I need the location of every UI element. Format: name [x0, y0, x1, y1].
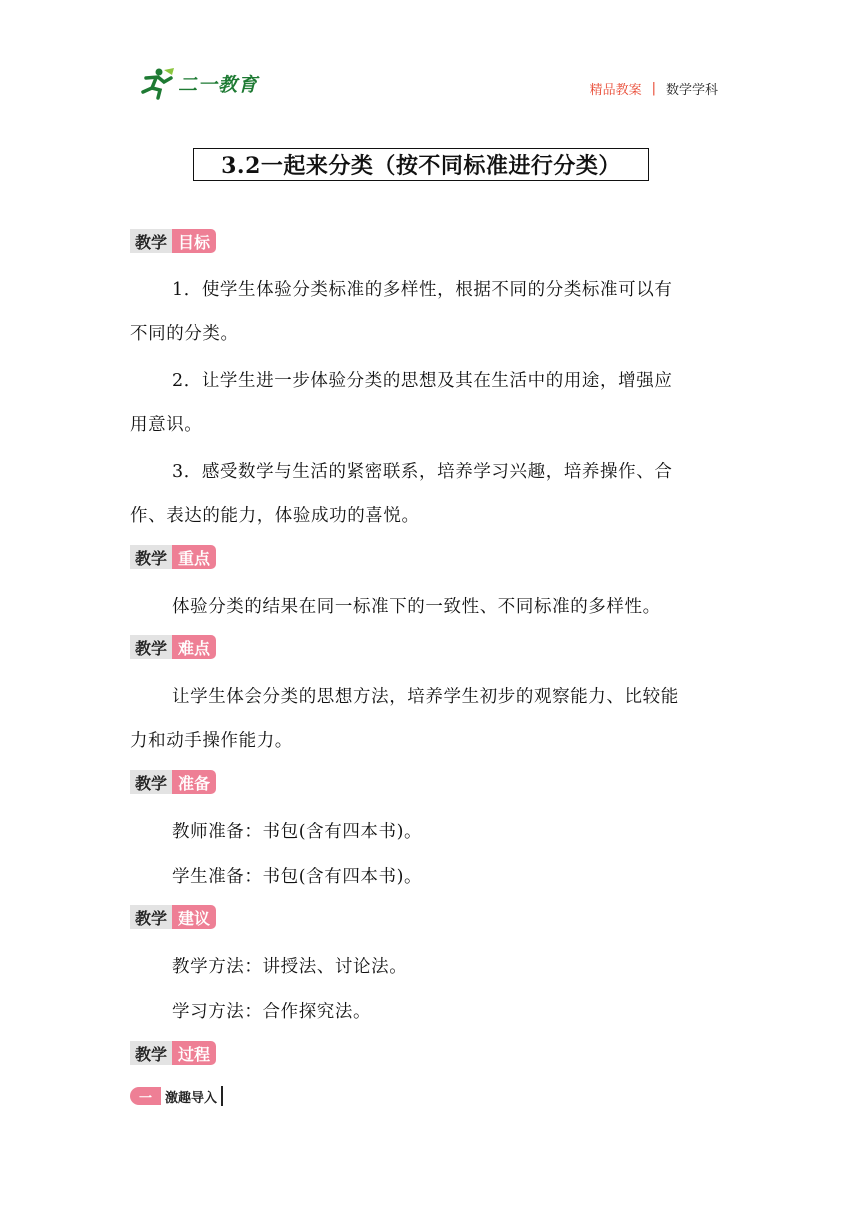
goal-line: 2．让学生进一步体验分类的思想及其在生活中的用途，增强应	[172, 371, 673, 391]
header-meta	[590, 79, 718, 98]
tag-right: 过程	[172, 1041, 216, 1065]
step-divider	[221, 1086, 223, 1106]
logo	[136, 66, 258, 100]
section-tag-difficulty	[130, 635, 216, 659]
goal-line: 3．感受数学与生活的紧密联系，培养学习兴趣，培养操作、合	[172, 462, 673, 482]
section-tag-goals	[130, 229, 216, 253]
section-tag-suggest	[130, 905, 216, 929]
suggest-line: 学习方法：合作探究法。	[172, 1002, 372, 1022]
header-separator: |	[651, 81, 656, 96]
prep-line: 教师准备：书包(含有四本书)。	[172, 822, 423, 842]
tag-right: 重点	[172, 545, 216, 569]
tag-left: 教学	[130, 635, 172, 659]
header-category: 精品教案	[589, 83, 642, 98]
tag-left: 教学	[130, 905, 172, 929]
tag-right: 建议	[172, 905, 216, 929]
logo-text: 二一教育	[178, 73, 259, 96]
tag-left: 教学	[130, 770, 172, 794]
prep-line: 学生准备：书包(含有四本书)。	[172, 867, 423, 887]
section-tag-prep	[130, 770, 216, 794]
tag-left: 教学	[130, 229, 172, 253]
step-number: 一	[130, 1087, 161, 1105]
goal-line: 作、表达的能力，体验成功的喜悦。	[130, 506, 420, 526]
key-line: 体验分类的结果在同一标准下的一致性、不同标准的多样性。	[172, 597, 661, 617]
page-header	[0, 0, 860, 110]
goal-line: 1．使学生体验分类标准的多样性，根据不同的分类标准可以有	[172, 280, 673, 300]
step-tag	[130, 1086, 223, 1106]
section-tag-key	[130, 545, 216, 569]
step-label: 激趣导入	[165, 1090, 218, 1106]
tag-right: 准备	[172, 770, 216, 794]
lesson-title: 3.2一起来分类（按不同标准进行分类）	[193, 148, 649, 181]
tag-right: 难点	[172, 635, 216, 659]
tag-left: 教学	[130, 1041, 172, 1065]
tag-right: 目标	[172, 229, 216, 253]
runner-logo-icon	[136, 66, 176, 100]
difficulty-line: 让学生体会分类的思想方法，培养学生初步的观察能力、比较能	[172, 687, 679, 707]
goal-line: 用意识。	[130, 415, 203, 435]
suggest-line: 教学方法：讲授法、讨论法。	[172, 957, 408, 977]
tag-left: 教学	[130, 545, 172, 569]
goal-line: 不同的分类。	[130, 324, 239, 344]
header-subject: 数学学科	[665, 83, 718, 98]
section-tag-process	[130, 1041, 216, 1065]
difficulty-line: 力和动手操作能力。	[130, 731, 293, 751]
